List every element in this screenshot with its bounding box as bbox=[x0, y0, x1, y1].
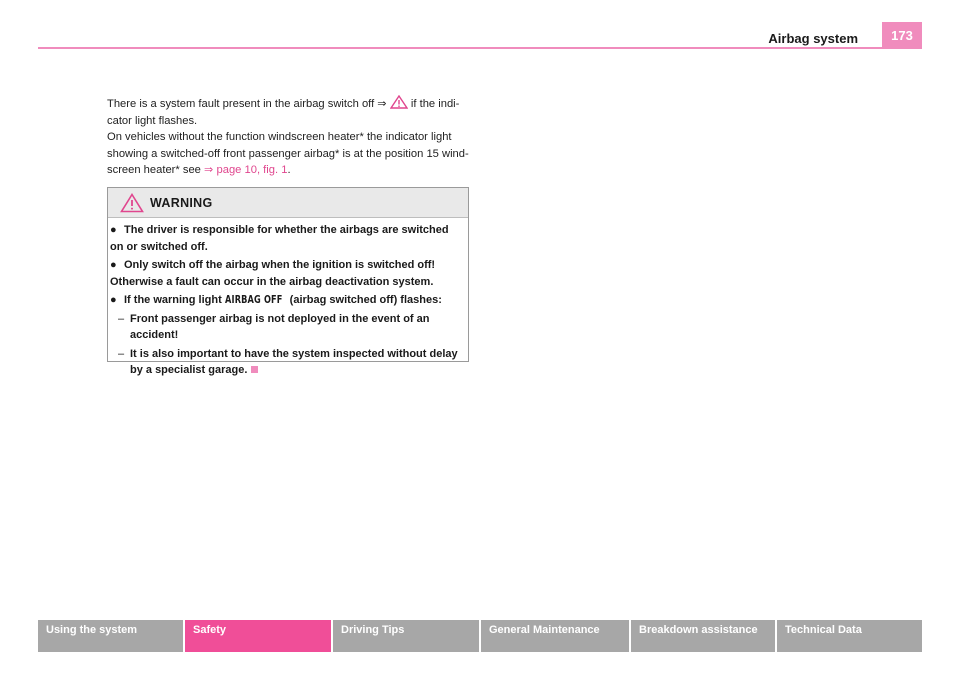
warning-subitem-text: It is also important to have the system inspected without delay by a specialist garage. bbox=[130, 347, 458, 376]
section-title: Airbag system bbox=[768, 31, 858, 46]
dash-icon: – bbox=[118, 347, 125, 360]
warning-header bbox=[108, 188, 468, 218]
tab-using-the-system[interactable]: Using the system bbox=[38, 620, 183, 652]
heater-paragraph bbox=[107, 129, 469, 179]
warning-box bbox=[107, 187, 469, 376]
tab-safety[interactable]: Safety bbox=[185, 620, 331, 652]
tab-driving-tips[interactable]: Driving Tips bbox=[333, 620, 479, 652]
fault-text-3: cator light flashes. bbox=[107, 114, 198, 127]
warning-item-text: The driver is responsible for whether the airbags are switched on or switched off. bbox=[110, 224, 449, 253]
heater-text-end: . bbox=[287, 164, 291, 176]
heater-text: On vehicles without the function windscreen heater* the indicator light showing a switched-off front passenger airbag* is at the position 15 wind-screen heater* see bbox=[107, 131, 469, 176]
warning-subitem bbox=[110, 311, 460, 344]
warning-item-text: (airbag switched off) flashes: bbox=[286, 294, 442, 306]
airbag-off-symbol: AIRBAG OFF bbox=[224, 294, 283, 306]
dash-icon: – bbox=[118, 312, 125, 325]
header-rule bbox=[38, 47, 922, 49]
warning-body bbox=[108, 218, 468, 379]
fault-text-2: if the indi- bbox=[407, 98, 460, 110]
warning-subitem bbox=[110, 346, 460, 379]
page-number: 173 bbox=[882, 22, 922, 49]
tab-general-maintenance[interactable]: General Maintenance bbox=[481, 620, 629, 652]
warning-subitem-text: Front passenger airbag is not deployed in the event of an accident! bbox=[130, 312, 430, 341]
warning-triangle-icon bbox=[120, 193, 144, 213]
fault-text-1: There is a system fault present in the airbag switch off bbox=[107, 98, 378, 110]
tab-technical-data[interactable]: Technical Data bbox=[777, 620, 922, 652]
reference-arrow: ⇒ bbox=[377, 98, 387, 110]
footer-nav bbox=[38, 620, 922, 652]
warning-title: WARNING bbox=[150, 196, 213, 210]
warning-item-text: Only switch off the airbag when the ignition is switched off! Otherwise a fault can occur in the airbag deactivation system. bbox=[110, 259, 436, 288]
warning-item-text: If the warning light bbox=[124, 294, 225, 306]
bullet-icon: ● bbox=[110, 224, 117, 236]
warning-item bbox=[110, 292, 460, 309]
bullet-icon: ● bbox=[110, 294, 117, 306]
warning-item bbox=[110, 222, 460, 255]
tab-breakdown-assistance[interactable]: Breakdown assistance bbox=[631, 620, 775, 652]
section-end-icon bbox=[251, 366, 258, 373]
fault-paragraph bbox=[107, 95, 469, 129]
bullet-icon: ● bbox=[110, 259, 117, 271]
page-reference-link[interactable]: ⇒ page 10, fig. 1 bbox=[204, 164, 288, 176]
warning-item bbox=[110, 257, 460, 290]
warning-triangle-icon[interactable] bbox=[390, 95, 408, 109]
